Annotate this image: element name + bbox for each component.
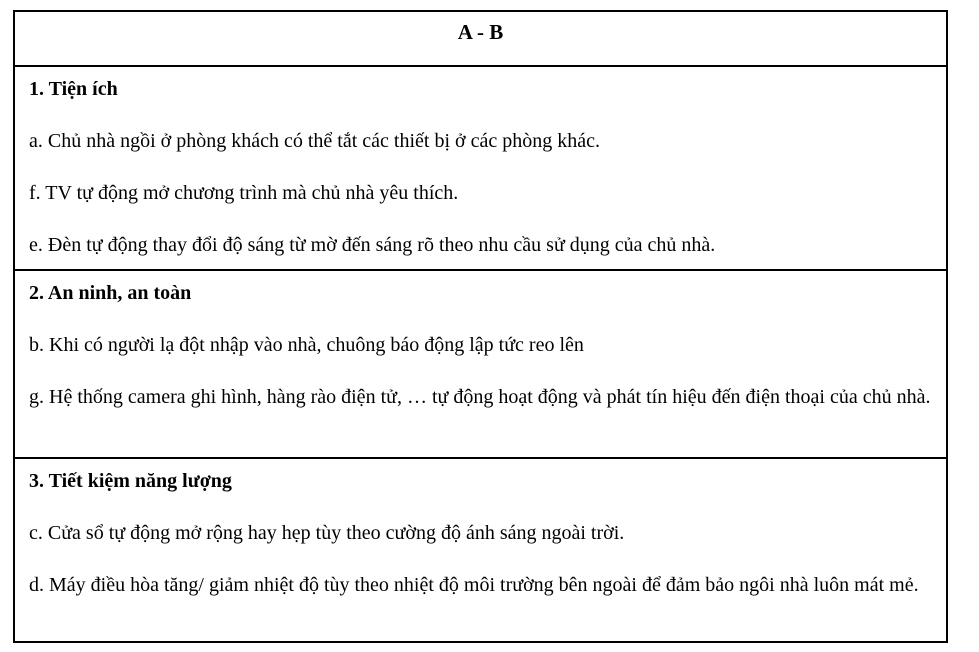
match-item-a: a. Chủ nhà ngồi ở phòng khách có thể tắt các thiết bị ở các phòng khác. bbox=[29, 130, 600, 152]
match-item-b: b. Khi có người lạ đột nhập vào nhà, chuông báo động lập tức reo lên bbox=[29, 334, 584, 356]
match-item-d: d. Máy điều hòa tăng/ giảm nhiệt độ tùy theo nhiệt độ môi trường bên ngoài để đảm bảo ngôi nhà luôn mát mẻ. bbox=[29, 574, 919, 596]
section-title-security: 2. An ninh, an toàn bbox=[29, 282, 192, 304]
section-title-utilities: 1. Tiện ích bbox=[29, 78, 118, 100]
section-title-energy-saving: 3. Tiết kiệm năng lượng bbox=[29, 470, 232, 492]
table-header-label: A - B bbox=[457, 20, 504, 44]
match-item-f: f. TV tự động mở chương trình mà chủ nhà yêu thích. bbox=[29, 182, 459, 204]
section-row-security bbox=[15, 269, 946, 457]
match-item-e: e. Đèn tự động thay đổi độ sáng từ mờ đến sáng rõ theo nhu cầu sử dụng của chủ nhà. bbox=[29, 234, 716, 256]
section-row-energy-saving bbox=[15, 457, 946, 641]
matching-table bbox=[13, 10, 948, 643]
match-item-c: c. Cửa sổ tự động mở rộng hay hẹp tùy theo cường độ ánh sáng ngoài trời. bbox=[29, 522, 625, 544]
table-header-row bbox=[15, 12, 946, 65]
match-item-g: g. Hệ thống camera ghi hình, hàng rào điện tử, … tự động hoạt động và phát tín hiệu đến điện thoại của chủ nhà. bbox=[29, 386, 931, 408]
section-row-utilities bbox=[15, 65, 946, 269]
